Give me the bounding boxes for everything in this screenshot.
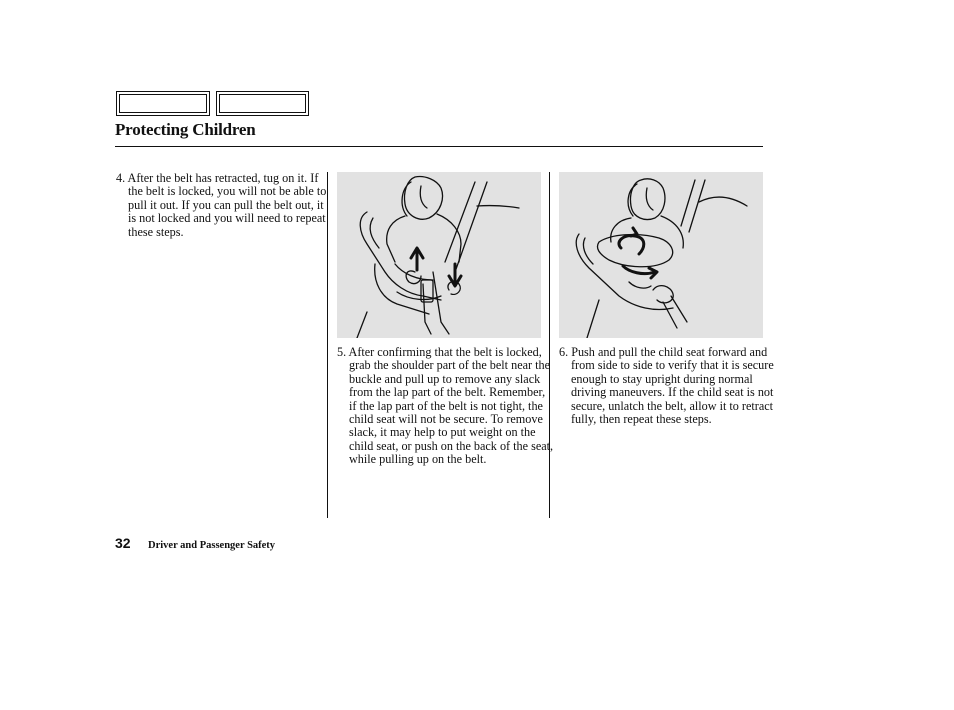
page-title: Protecting Children xyxy=(115,120,256,139)
belt-pull-figure xyxy=(337,172,541,338)
nav-tab-2[interactable] xyxy=(216,91,309,116)
step-6 xyxy=(559,346,777,426)
step-number: 4. xyxy=(116,171,126,185)
title-rule xyxy=(115,146,763,147)
step-4 xyxy=(116,172,334,239)
seat-rocking-figure xyxy=(559,172,763,338)
step-text: After the belt has retracted, tug on it. If the belt is locked, you will not be able to pull it out. If you can pull the belt out, it is not locked and you will need to repeat these steps. xyxy=(127,171,327,239)
step-5 xyxy=(337,346,555,467)
woman-rocking-child-seat-illustration xyxy=(559,172,763,338)
step-text: Push and pull the child seat forward and from side to side to verify that it is secure enough to stay upright during normal driving maneuvers. If the child seat is not secure, unlatch the belt, allow it to retract fully, then repeat these steps. xyxy=(571,345,774,427)
page-number: 32 xyxy=(115,535,131,551)
nav-tab-2-inner xyxy=(219,94,306,113)
step-number: 6. xyxy=(559,345,569,359)
nav-tab-1[interactable] xyxy=(116,91,210,116)
nav-tab-1-inner xyxy=(119,94,207,113)
step-number: 5. xyxy=(337,345,347,359)
step-text: After confirming that the belt is locked, grab the shoulder part of the belt near the buckle and pull up to remove any slack from the lap part of the belt. Remember, if the lap part of the belt is not tight, the child seat will not be secure. To remove slack, it may help to put weight on the child seat, or push on the back of the seat, while pulling up on the belt. xyxy=(348,345,554,467)
section-footer: Driver and Passenger Safety xyxy=(148,540,276,551)
woman-pulling-belt-illustration xyxy=(337,172,541,338)
